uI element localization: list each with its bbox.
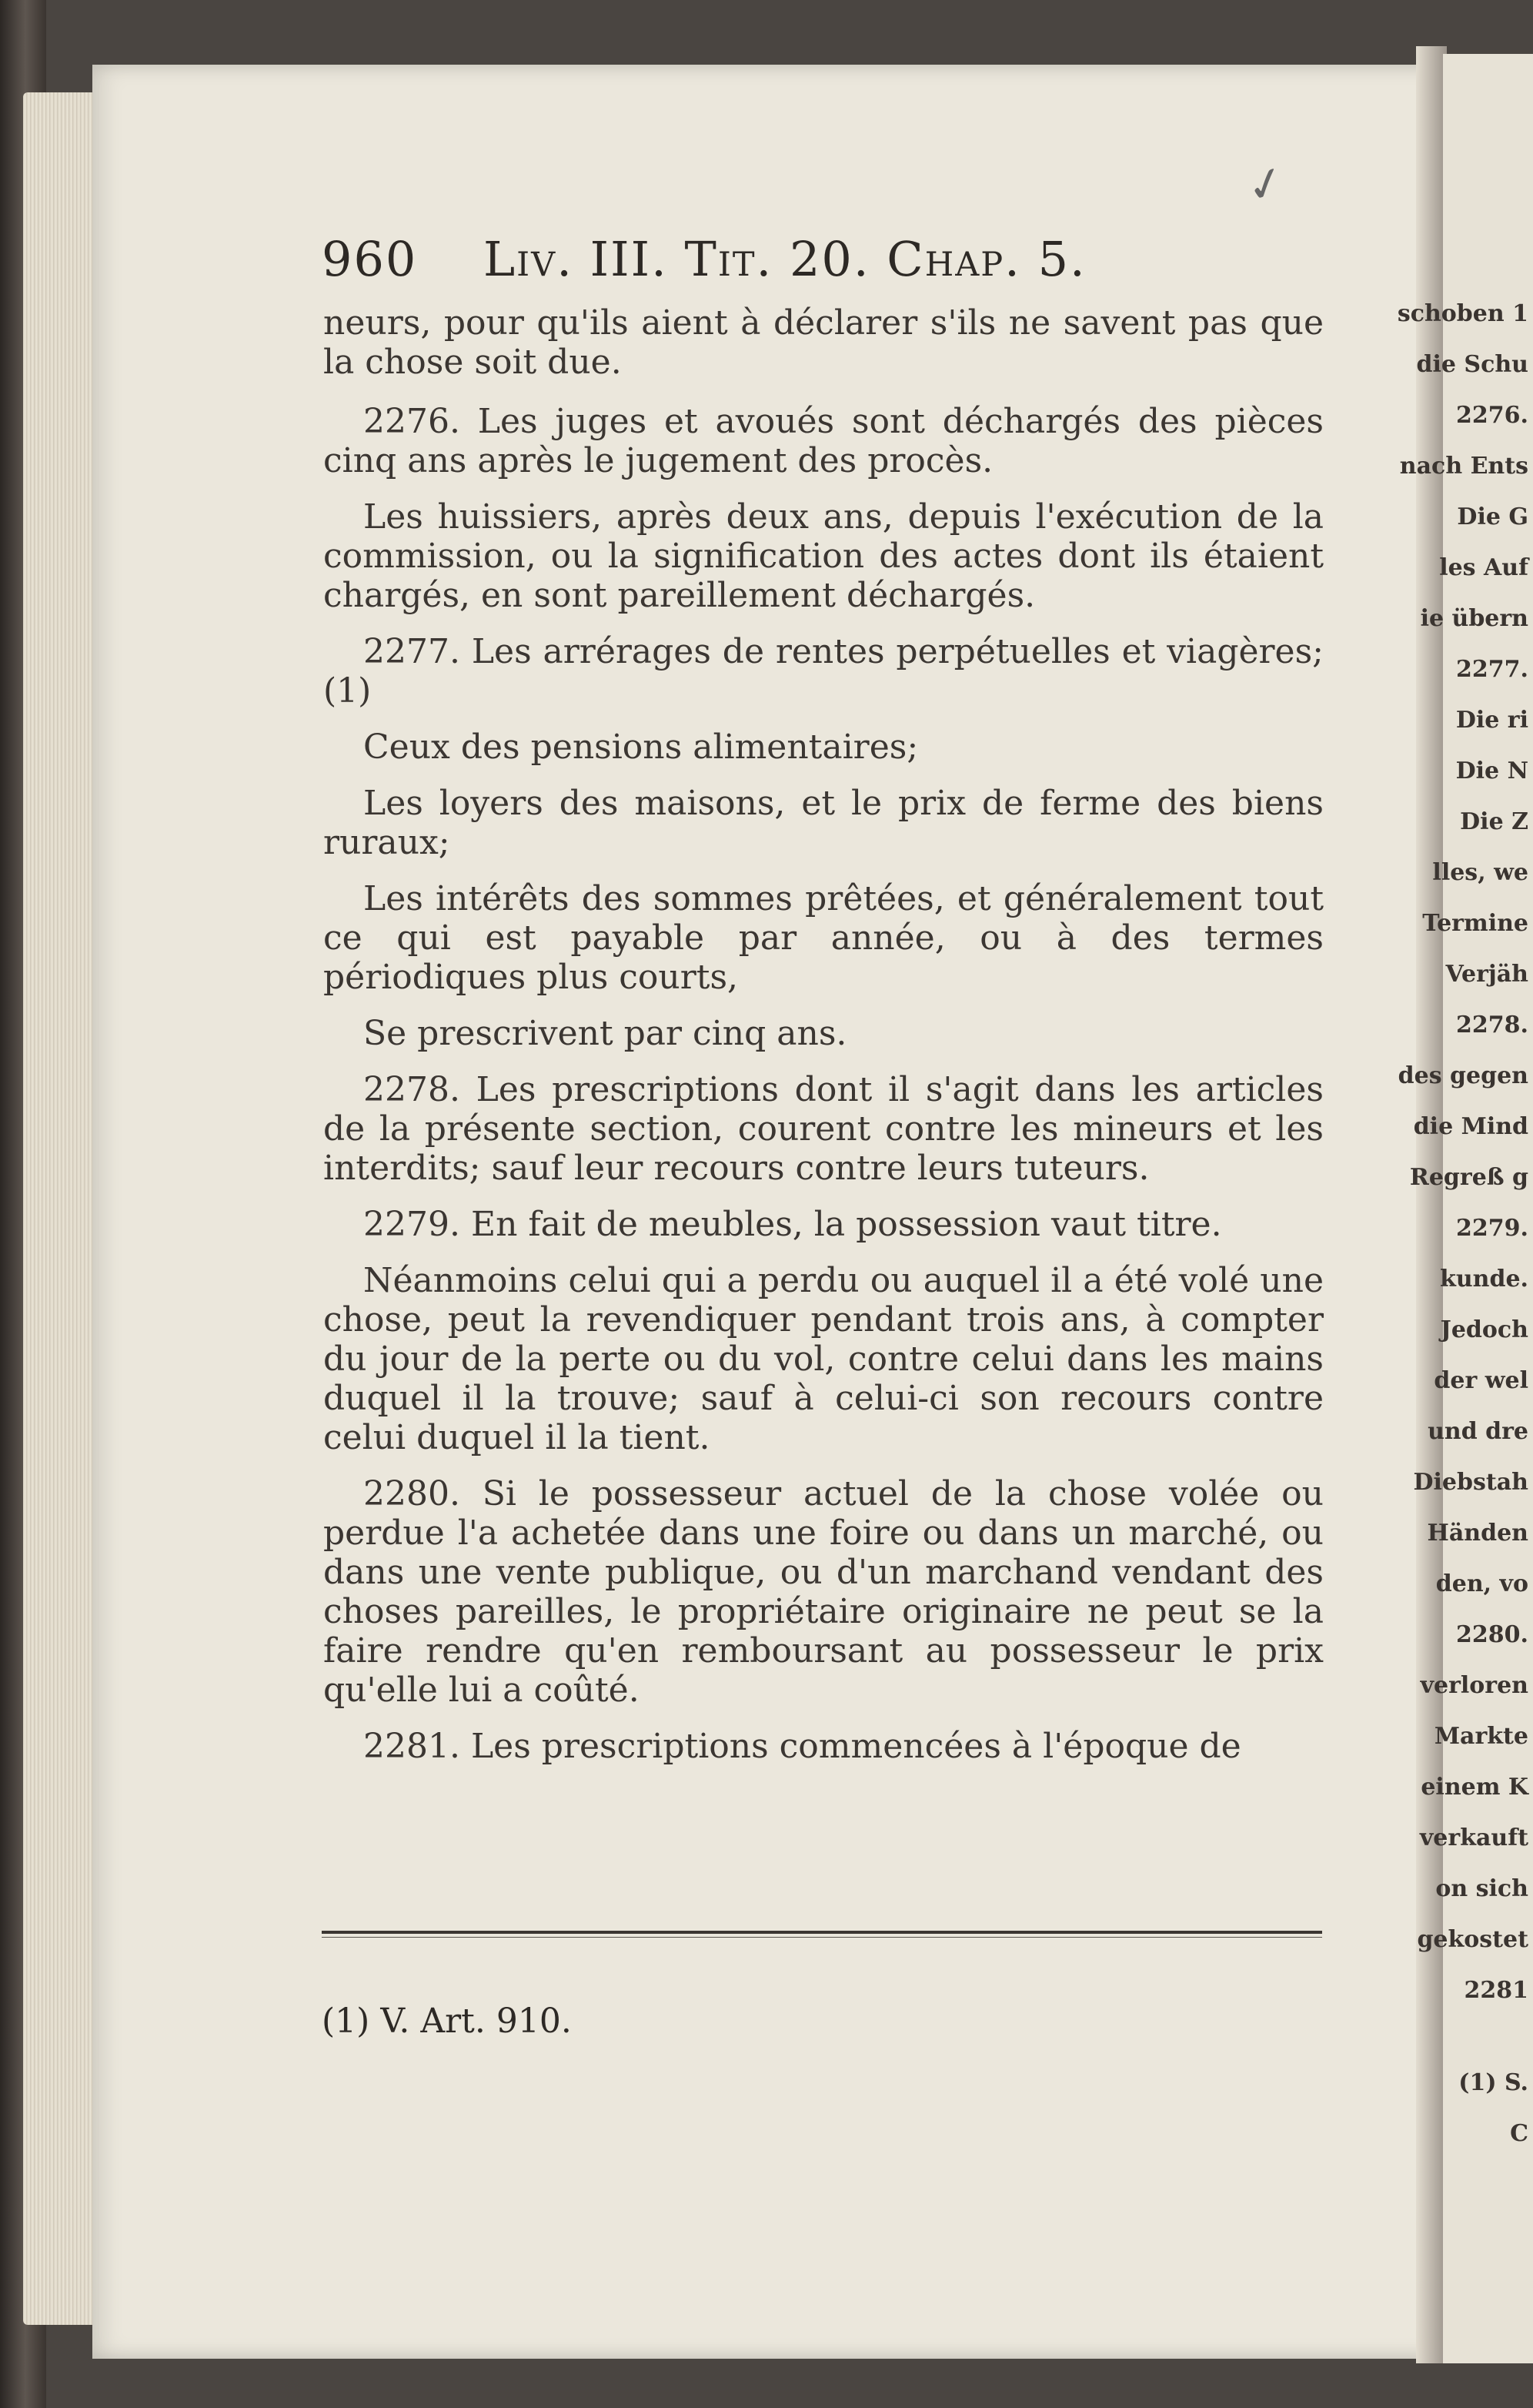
facing-page-line: Die N [1455, 758, 1528, 784]
footnote: (1) V. Art. 910. [322, 2002, 572, 2041]
facing-page-line: Termine [1422, 910, 1528, 937]
paragraph-loyers: Les loyers des maisons, et le prix de ferme des biens ruraux; [323, 784, 1324, 862]
facing-page-line: des gegen [1398, 1062, 1528, 1089]
facing-page-line: einem K [1421, 1774, 1528, 1801]
paragraph-prescrivent: Se prescrivent par cinq ans. [363, 1014, 847, 1053]
facing-page-line: gekostet [1417, 1926, 1528, 1953]
facing-page-line: und dre [1428, 1418, 1528, 1445]
page-body [323, 303, 1324, 1783]
article-2277: 2277. Les arrérages de rentes perpétuelles et viagères; (1) [323, 632, 1324, 711]
facing-page-line: der wel [1434, 1367, 1528, 1394]
facing-page-line: die Schu [1416, 351, 1528, 378]
article-2278: 2278. Les prescriptions dont il s'agit dans les articles de la présente section, courent contre les mineurs et les interdits; sauf leur recours contre leurs tuteurs. [323, 1070, 1324, 1188]
facing-page-line: 2279. [1456, 1215, 1528, 1242]
facing-page-line: Die G [1457, 503, 1528, 530]
facing-page-line: on sich [1435, 1875, 1528, 1902]
facing-page-line: Regreß g [1409, 1164, 1528, 1191]
paragraph-pensions: Ceux des pensions alimentaires; [363, 727, 919, 767]
article-2281: 2281. Les prescriptions commencées à l'époque de [363, 1727, 1241, 1766]
facing-page-fragment [1397, 54, 1533, 2363]
book-gutter [1416, 46, 1447, 2363]
facing-page-line: les Auf [1439, 554, 1528, 581]
page-header [322, 231, 1322, 293]
facing-page-line: schoben 1 [1397, 300, 1528, 327]
facing-page-line: Händen [1427, 1520, 1528, 1547]
facing-page-line: 2278. [1456, 1012, 1528, 1038]
facing-page-line: 2280. [1456, 1621, 1528, 1648]
facing-page-line: Diebstah [1413, 1469, 1528, 1496]
facing-page-line: kunde. [1440, 1266, 1528, 1293]
page-number: 960 [322, 231, 418, 287]
facing-page-line: nach Ents [1399, 453, 1528, 480]
footnote-rule-thin [322, 1937, 1322, 1938]
facing-page-line: 2277. [1456, 656, 1528, 683]
facing-page-line: verloren [1420, 1672, 1528, 1699]
paragraph-interets: Les intérêts des sommes prêtées, et généralement tout ce qui est payable par année, ou à des termes périodiques plus courts, [323, 879, 1324, 997]
article-2280: 2280. Si le possesseur actuel de la chose volée ou perdue l'a achetée dans une foire ou dans un marché, ou dans une vente publique, ou d'un marchand vendant des choses pareilles, le propriétaire originaire ne peut se la faire rendre qu'en remboursant au possesseur le prix qu'elle lui a coûté. [323, 1474, 1324, 1710]
facing-page-line: 2281 [1464, 1977, 1528, 2004]
page-stack-edge [23, 92, 100, 2325]
running-title: Liv. III. Tit. 20. Chap. 5. [483, 231, 1087, 287]
paragraph-continuation: neurs, pour qu'ils aient à déclarer s'ils ne savent pas que la chose soit due. [323, 303, 1324, 382]
facing-page-line: Verjäh [1445, 961, 1528, 988]
facing-page-line: lles, we [1432, 859, 1528, 886]
article-2279: 2279. En fait de meubles, la possession vaut titre. [363, 1205, 1222, 1244]
facing-page-line: 2276. [1456, 402, 1528, 429]
facing-page-line: Jedoch [1440, 1316, 1528, 1343]
paragraph-neanmoins: Néanmoins celui qui a perdu ou auquel il a été volé une chose, peut la revendiquer pendant trois ans, à compter du jour de la perte ou du vol, contre celui dans les mains duquel il la trouve; sauf à celui-ci son recours contre celui duquel il la tient. [323, 1261, 1324, 1457]
facing-page-line: Die ri [1455, 707, 1528, 734]
paragraph-huissiers: Les huissiers, après deux ans, depuis l'exécution de la commission, ou la signification des actes dont ils étaient chargés, en sont pareillement déchargés. [323, 497, 1324, 615]
footnote-rule [322, 1931, 1322, 1934]
facing-page-line: Markte [1434, 1723, 1528, 1750]
facing-page-line: die Mind [1413, 1113, 1528, 1140]
article-2276: 2276. Les juges et avoués sont déchargés des pièces cinq ans après le jugement des procès. [323, 402, 1324, 480]
facing-page-line: C [1510, 2120, 1528, 2147]
facing-page-line: (1) S. [1458, 2069, 1528, 2096]
facing-page-line: ie übern [1420, 605, 1528, 632]
facing-page-line: verkauft [1419, 1824, 1528, 1851]
facing-page-line: Die Z [1460, 808, 1528, 835]
pencil-check-mark: ✓ [1240, 153, 1292, 216]
facing-page-line: den, vo [1435, 1570, 1528, 1597]
